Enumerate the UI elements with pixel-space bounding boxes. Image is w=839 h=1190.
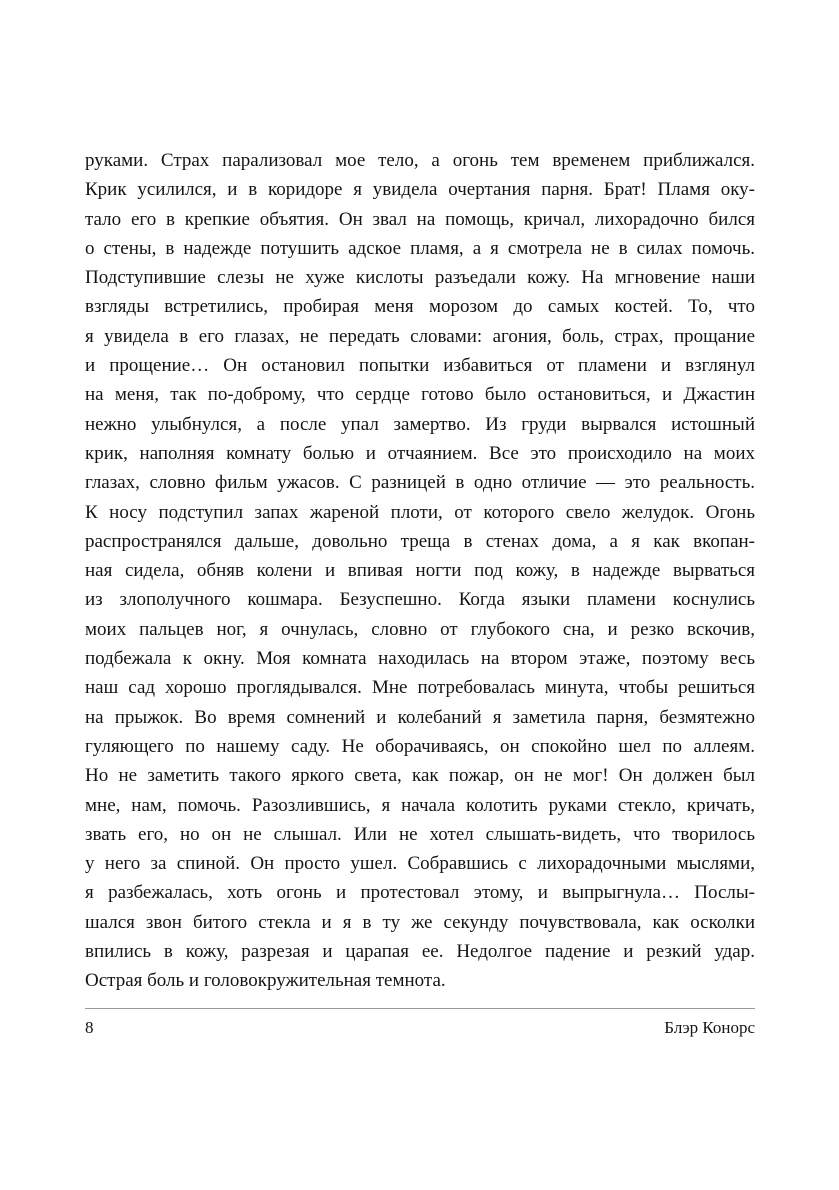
text-line: шался звон битого стекла и я в ту же секунду почувствовала, как осколки	[85, 911, 755, 933]
text-line: о стены, в надежде потушить адское пламя, а я смотрела не в силах помочь.	[85, 237, 755, 259]
text-line: глазах, словно фильм ужасов. С разницей в одно отличие — это реальность.	[85, 472, 755, 494]
text-line: взгляды встретились, пробирая меня морозом до самых костей. То, что	[85, 296, 755, 318]
text-line: распространялся дальше, довольно треща в стенах дома, а я как вкопан-	[85, 530, 755, 552]
author-name: Блэр Конорс	[664, 1018, 755, 1037]
text-line: Крик усилился, и в коридоре я увидела очертания парня. Брат! Пламя оку-	[85, 179, 755, 201]
text-line: моих пальцев ног, я очнулась, словно от глубокого сна, и резко вскочив,	[85, 618, 755, 640]
text-line: я увидела в его глазах, не передать словами: агония, боль, страх, прощание	[85, 325, 755, 347]
text-line: руками. Страх парализовал мое тело, а огонь тем временем приближался.	[85, 150, 755, 171]
text-line: мне, нам, помочь. Разозлившись, я начала колотить руками стекло, кричать,	[85, 794, 755, 816]
text-line: я разбежалась, хоть огонь и протестовал этому, и выпрыгнула… Послы-	[85, 882, 755, 904]
text-line: на прыжок. Во время сомнений и колебаний я заметила парня, безмятежно	[85, 706, 755, 728]
text-line: наш сад хорошо проглядывался. Мне потребовалась минута, чтобы решиться	[85, 677, 755, 699]
body-text	[85, 146, 755, 996]
text-line: Но не заметить такого яркого света, как пожар, он не мог! Он должен был	[85, 765, 755, 787]
text-line: и прощение… Он остановил попытки избавиться от пламени и взглянул	[85, 355, 755, 377]
text-line: нежно улыбнулся, а после упал замертво. Из груди вырвался истошный	[85, 413, 755, 435]
text-line: у него за спиной. Он просто ушел. Собравшись с лихорадочными мыслями,	[85, 853, 755, 875]
text-line: ная сидела, обняв колени и впивая ногти под кожу, в надежде вырваться	[85, 560, 755, 582]
text-line: звать его, но он не слышал. Или не хотел слышать-видеть, что творилось	[85, 823, 755, 845]
text-line: впились в кожу, разрезая и царапая ее. Недолгое падение и резкий удар.	[85, 941, 755, 963]
text-line: гуляющего по нашему саду. Не оборачиваясь, он спокойно шел по аллеям.	[85, 735, 755, 757]
text-line: из злополучного кошмара. Безуспешно. Когда языки пламени коснулись	[85, 589, 755, 611]
text-line: крик, наполняя комнату болью и отчаянием. Все это происходило на моих	[85, 442, 755, 464]
text-line: подбежала к окну. Моя комната находилась на втором этаже, поэтому весь	[85, 648, 755, 670]
text-line: на меня, так по-доброму, что сердце готово было остановиться, и Джастин	[85, 384, 755, 406]
footer-divider	[85, 1008, 755, 1009]
page-footer	[85, 1016, 755, 1040]
page-number: 8	[85, 1018, 94, 1037]
text-line: Острая боль и головокружительная темнота.	[85, 970, 446, 992]
text-line: тало его в крепкие объятия. Он звал на помощь, кричал, лихорадочно бился	[85, 208, 755, 230]
text-line: К носу подступил запах жареной плоти, от которого свело желудок. Огонь	[85, 501, 755, 523]
text-line: Подступившие слезы не хуже кислоты разъедали кожу. На мгновение наши	[85, 267, 755, 289]
